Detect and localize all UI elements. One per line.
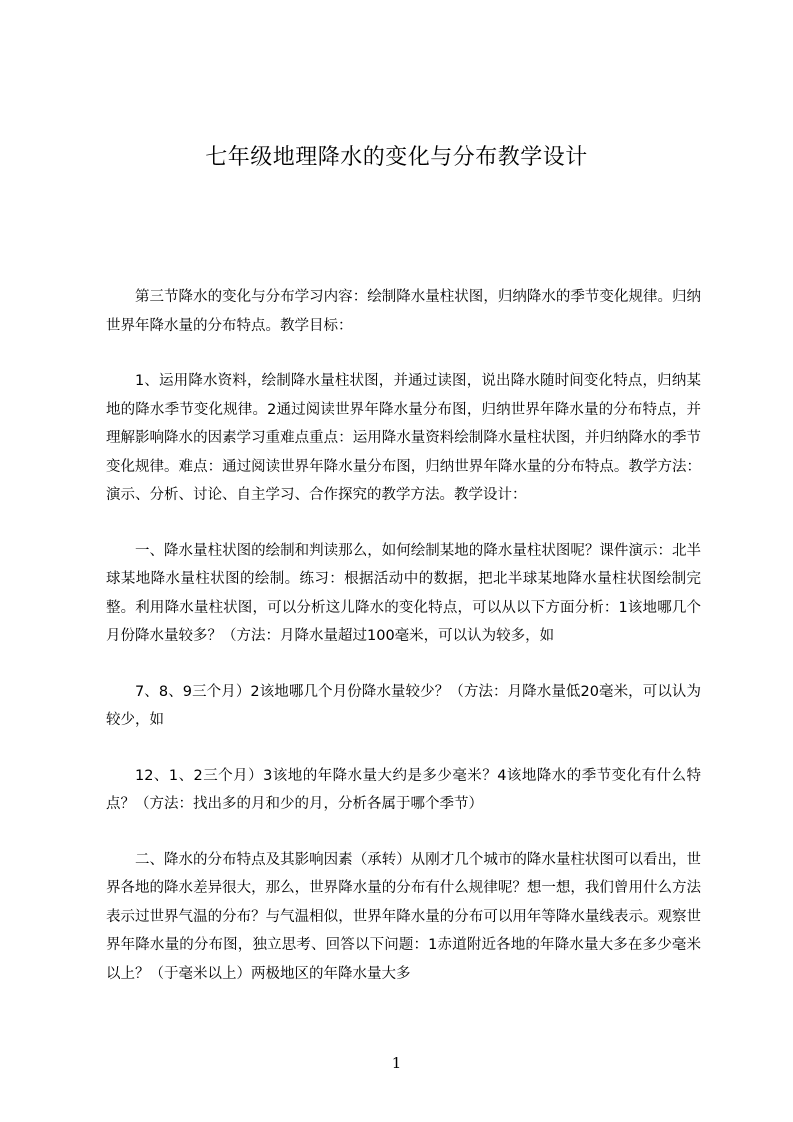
page-number: 1 bbox=[391, 1054, 402, 1072]
paragraph-question-two: 7、8、9三个月）2该地哪几个月份降水量较少？（方法：月降水量低20毫米，可以认为较少，如 bbox=[106, 683, 701, 728]
paragraph-intro: 第三节降水的变化与分布学习内容：绘制降水量柱状图，归纳降水的季节变化规律。归纳世界年降水量的分布特点。教学目标： bbox=[106, 289, 701, 334]
paragraph-question-three: 12、1、2三个月）3该地的年降水量大约是多少毫米？4该地降水的季节变化有什么特点？（方法：找出多的月和少的月，分析各属于哪个季节） bbox=[106, 767, 701, 812]
document-body bbox=[106, 283, 701, 1015]
document-title: 七年级地理降水的变化与分布教学设计 bbox=[205, 145, 588, 170]
paragraph-section-two: 二、降水的分布特点及其影响因素（承转）从刚才几个城市的降水量柱状图可以看出，世界各地的降水差异很大，那么，世界降水量的分布有什么规律呢？想一想，我们曾用什么方法表示过世界气温的分布？与气温相似，世界年降水量的分布可以用年等降水量线表示。观察世界年降水量的分布图，独立思考、回答以下问题：1赤道附近各地的年降水量大多在多少毫米以上？（于毫米以上）两极地区的年降水量大多 bbox=[106, 851, 701, 982]
paragraph-objectives: 1、运用降水资料，绘制降水量柱状图，并通过读图，说出降水随时间变化特点，归纳某地的降水季节变化规律。2通过阅读世界年降水量分布图，归纳世界年降水量的分布特点，并理解影响降水的因素学习重难点重点：运用降水量资料绘制降水量柱状图，并归纳降水的季节变化规律。难点：通过阅读世界年降水量分布图，归纳世界年降水量的分布特点。教学方法：演示、分析、讨论、自主学习、合作探究的教学方法。教学设计： bbox=[106, 373, 701, 503]
paragraph-section-one: 一、降水量柱状图的绘制和判读那么，如何绘制某地的降水量柱状图呢？课件演示：北半球某地降水量柱状图的绘制。练习：根据活动中的数据，把北半球某地降水量柱状图绘制完整。利用降水量柱状图，可以分析这儿降水的变化特点，可以从以下方面分析：1该地哪几个月份降水量较多？（方法：月降水量超过100毫米，可以认为较多，如 bbox=[106, 542, 701, 644]
